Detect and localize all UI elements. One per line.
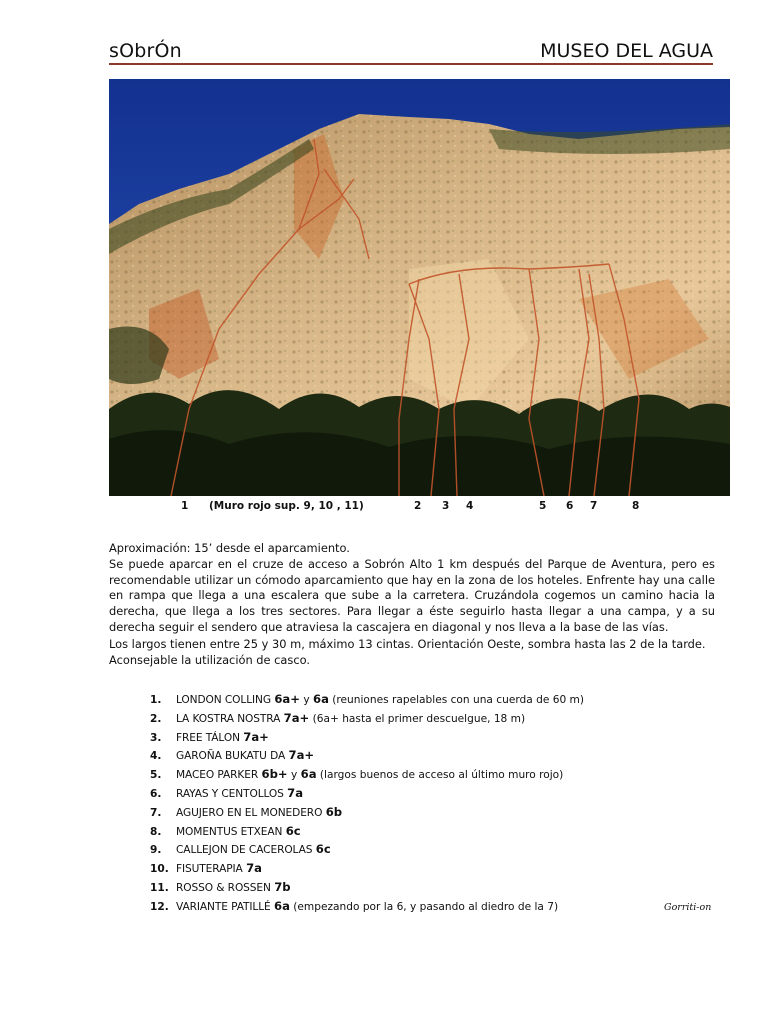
route-label-note: (Muro rojo sup. 9, 10 , 11)	[209, 500, 364, 512]
route-grade: 6c	[285, 823, 301, 838]
route-number: 3.	[150, 731, 162, 744]
route-label-6: 6	[566, 500, 574, 512]
header-rule	[109, 63, 713, 65]
route-grade: 7a	[246, 861, 262, 876]
list-item	[150, 728, 730, 747]
route-name: AGUJERO EN EL MONEDERO	[176, 806, 323, 819]
approach-paragraph: Se puede aparcar en el cruze de acceso a Sobrón Alto 1 km después del Parque de Aventura, pero es recomendable utilizar un cómodo aparcamiento que hay en la zona de los hoteles. Enfrente hay una calle en rampa que llega a una escalera que sube a la carretera. Cruzándola cogemos un camino hacia la derecha, que llega a los tres sectores. Para llegar a éste seguirlo hasta llegar a una campa, y a su derecha seguir el sendero que atraviesa la cascajera en diagonal y nos lleva a la base de las vías.	[109, 556, 715, 634]
route-number: 2.	[150, 712, 162, 725]
sector-title: MUSEO DEL AGUA	[540, 40, 713, 62]
cliff-photo	[109, 79, 730, 496]
route-name: FISUTERAPIA	[176, 863, 243, 876]
route-label-2: 2	[414, 500, 422, 512]
route-name: GAROÑA BUKATU DA	[176, 750, 286, 763]
list-item	[150, 897, 730, 916]
route-name: LA KOSTRA NOSTRA	[176, 712, 281, 725]
route-grade: 6b+	[261, 767, 288, 782]
route-number: 9.	[150, 844, 162, 857]
route-grade: 6a	[274, 898, 290, 913]
route-label-8: 8	[632, 500, 640, 512]
route-note: (reuniones rapelables con una cuerda de 60 m)	[332, 694, 585, 706]
route-note: (largos buenos de acceso al último muro rojo)	[319, 769, 564, 782]
brand-title: sObrÓn	[109, 40, 182, 62]
route-grade: 7a+	[288, 748, 315, 763]
route-connector: y	[303, 694, 310, 706]
route-name: ROSSO & ROSSEN	[176, 881, 271, 894]
route-number: 11.	[150, 881, 169, 894]
route-number: 10.	[150, 863, 169, 876]
list-item	[150, 746, 730, 765]
route-grade: 6c	[315, 842, 331, 857]
route-label-1: 1	[181, 500, 189, 512]
route-grade-alt: 6a	[313, 692, 329, 706]
route-number: 1.	[150, 694, 162, 706]
route-number-labels	[109, 500, 730, 516]
author-credit: Gorriti-on	[664, 902, 712, 913]
route-info-section	[109, 637, 715, 669]
route-name: RAYAS Y CENTOLLOS	[176, 787, 284, 800]
route-label-5: 5	[539, 500, 547, 512]
route-label-4: 4	[466, 500, 474, 512]
route-number: 6.	[150, 787, 162, 800]
route-number: 8.	[150, 825, 162, 838]
route-grade: 6a+	[274, 692, 300, 706]
list-item	[150, 709, 730, 728]
route-grade: 7a+	[243, 729, 269, 744]
route-list	[150, 690, 730, 916]
route-grade: 7b	[274, 879, 291, 894]
list-item	[150, 784, 730, 803]
list-item	[150, 840, 730, 859]
list-item	[150, 690, 730, 709]
list-item	[150, 822, 730, 841]
route-number: 12.	[150, 900, 169, 913]
route-grade: 6b	[325, 804, 343, 819]
route-name: CALLEJON DE CACEROLAS	[176, 844, 313, 857]
route-number: 5.	[150, 769, 162, 782]
list-item	[150, 803, 730, 822]
route-lengths-text: Los largos tienen entre 25 y 30 m, máximo 13 cintas. Orientación Oeste, sombra hasta las 2 de la tarde.	[109, 637, 706, 651]
route-label-7: 7	[590, 500, 598, 512]
list-item	[150, 765, 730, 784]
route-name: VARIANTE PATILLÉ	[176, 900, 271, 913]
route-name: LONDON COLLING	[176, 694, 271, 706]
route-name: FREE TÁLON	[176, 731, 240, 744]
route-connector: y	[290, 769, 298, 782]
route-number: 7.	[150, 806, 162, 819]
list-item	[150, 878, 730, 897]
approach-heading: Aproximación: 15’ desde el aparcamiento.	[109, 541, 350, 555]
route-grade-alt: 6a	[300, 767, 317, 782]
route-name: MOMENTUS ETXEAN	[176, 825, 283, 838]
route-number: 4.	[150, 750, 162, 763]
route-note: (empezando por la 6, y pasando al diedro de la 7)	[293, 900, 559, 913]
route-grade: 7a+	[283, 710, 310, 725]
route-grade: 7a	[287, 785, 304, 800]
route-note: (6a+ hasta el primer descuelgue, 18 m)	[312, 712, 526, 725]
route-name: MACEO PARKER	[176, 769, 259, 782]
route-label-3: 3	[442, 500, 450, 512]
helmet-advice-text: Aconsejable la utilización de casco.	[109, 652, 310, 667]
list-item	[150, 859, 730, 878]
approach-section	[109, 541, 715, 636]
